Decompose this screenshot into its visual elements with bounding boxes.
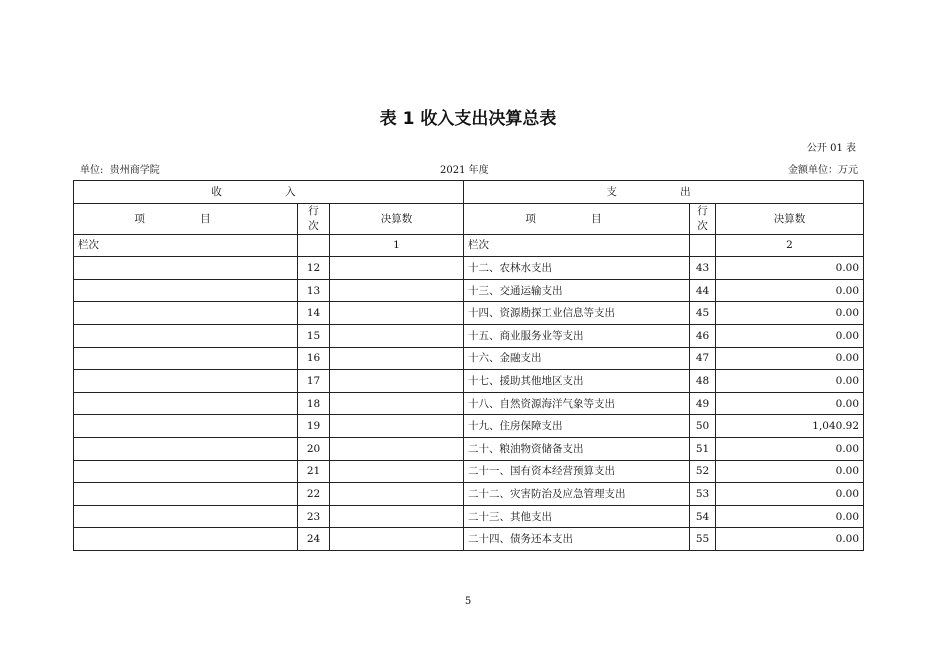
income-line-cell: 14 bbox=[298, 302, 330, 325]
expense-item-cell: 二十一、国有资本经营预算支出 bbox=[464, 460, 690, 483]
income-item-cell bbox=[74, 324, 298, 347]
income-line-cell: 17 bbox=[298, 370, 330, 393]
expense-line-cell: 53 bbox=[690, 483, 716, 506]
section-header-row bbox=[74, 181, 864, 204]
income-item-cell bbox=[74, 302, 298, 325]
col-item-expense: 项 目 bbox=[464, 203, 690, 234]
expense-header: 支 出 bbox=[464, 181, 864, 204]
expense-item-cell: 十九、住房保障支出 bbox=[464, 415, 690, 438]
expense-item-cell: 十三、交通运输支出 bbox=[464, 279, 690, 302]
table-row bbox=[74, 302, 864, 325]
column-header-row bbox=[74, 203, 864, 234]
index-label-income: 栏次 bbox=[74, 234, 298, 257]
table-row bbox=[74, 370, 864, 393]
income-line-cell: 19 bbox=[298, 415, 330, 438]
income-item-cell bbox=[74, 415, 298, 438]
expense-line-cell: 50 bbox=[690, 415, 716, 438]
income-expense-table bbox=[73, 180, 864, 551]
income-line-cell: 21 bbox=[298, 460, 330, 483]
unit-label: 单位: bbox=[80, 165, 104, 176]
income-item-cell bbox=[74, 437, 298, 460]
income-amount-cell bbox=[330, 347, 464, 370]
income-amount-cell bbox=[330, 302, 464, 325]
income-amount-cell bbox=[330, 528, 464, 551]
expense-item-cell: 十四、资源勘探工业信息等支出 bbox=[464, 302, 690, 325]
expense-amount-cell: 0.00 bbox=[716, 392, 864, 415]
table-row bbox=[74, 347, 864, 370]
expense-item-cell: 十二、农林水支出 bbox=[464, 257, 690, 280]
income-item-cell bbox=[74, 483, 298, 506]
expense-item-cell: 二十、粮油物资储备支出 bbox=[464, 437, 690, 460]
table-row bbox=[74, 528, 864, 551]
page-number: 5 bbox=[464, 596, 472, 607]
expense-line-cell: 55 bbox=[690, 528, 716, 551]
col-amount-expense: 决算数 bbox=[716, 203, 864, 234]
expense-amount-cell: 0.00 bbox=[716, 528, 864, 551]
expense-line-cell: 52 bbox=[690, 460, 716, 483]
form-code: 公开 01 表 bbox=[806, 143, 856, 154]
col-row-no-expense: 行 次 bbox=[690, 203, 716, 234]
table-row bbox=[74, 460, 864, 483]
expense-line-cell: 54 bbox=[690, 505, 716, 528]
income-amount-cell bbox=[330, 257, 464, 280]
income-amount-cell bbox=[330, 392, 464, 415]
table-row bbox=[74, 483, 864, 506]
income-item-cell bbox=[74, 392, 298, 415]
expense-amount-cell: 0.00 bbox=[716, 437, 864, 460]
expense-amount-cell: 0.00 bbox=[716, 302, 864, 325]
income-amount-cell bbox=[330, 279, 464, 302]
income-item-cell bbox=[74, 370, 298, 393]
expense-line-cell: 45 bbox=[690, 302, 716, 325]
fiscal-year: 2021 年度 bbox=[440, 165, 489, 176]
index-col-expense: 2 bbox=[716, 234, 864, 257]
expense-amount-cell: 0.00 bbox=[716, 347, 864, 370]
table-row bbox=[74, 257, 864, 280]
income-line-cell: 18 bbox=[298, 392, 330, 415]
expense-amount-cell: 0.00 bbox=[716, 505, 864, 528]
table-row bbox=[74, 324, 864, 347]
income-amount-cell bbox=[330, 460, 464, 483]
expense-line-cell: 49 bbox=[690, 392, 716, 415]
expense-item-cell: 十七、援助其他地区支出 bbox=[464, 370, 690, 393]
expense-line-cell: 47 bbox=[690, 347, 716, 370]
table-row bbox=[74, 279, 864, 302]
expense-item-cell: 十五、商业服务业等支出 bbox=[464, 324, 690, 347]
income-amount-cell bbox=[330, 437, 464, 460]
index-label-expense: 栏次 bbox=[464, 234, 690, 257]
meta-line bbox=[80, 161, 858, 175]
page-title: 表 1 收入支出决算总表 bbox=[379, 109, 557, 129]
col-amount-income: 决算数 bbox=[330, 203, 464, 234]
income-header: 收 入 bbox=[74, 181, 464, 204]
income-amount-cell bbox=[330, 370, 464, 393]
income-line-cell: 13 bbox=[298, 279, 330, 302]
expense-amount-cell: 0.00 bbox=[716, 324, 864, 347]
income-item-cell bbox=[74, 279, 298, 302]
income-item-cell bbox=[74, 347, 298, 370]
expense-amount-cell: 0.00 bbox=[716, 483, 864, 506]
income-line-cell: 24 bbox=[298, 528, 330, 551]
col-row-no-income: 行 次 bbox=[298, 203, 330, 234]
index-row bbox=[74, 234, 864, 257]
income-amount-cell bbox=[330, 505, 464, 528]
income-line-cell: 20 bbox=[298, 437, 330, 460]
expense-item-cell: 十六、金融支出 bbox=[464, 347, 690, 370]
expense-line-cell: 43 bbox=[690, 257, 716, 280]
expense-line-cell: 48 bbox=[690, 370, 716, 393]
income-amount-cell bbox=[330, 415, 464, 438]
expense-item-cell: 二十三、其他支出 bbox=[464, 505, 690, 528]
table-row bbox=[74, 392, 864, 415]
expense-item-cell: 二十四、债务还本支出 bbox=[464, 528, 690, 551]
col-item-income: 项 目 bbox=[74, 203, 298, 234]
table-row bbox=[74, 415, 864, 438]
table-row bbox=[74, 505, 864, 528]
expense-line-cell: 46 bbox=[690, 324, 716, 347]
expense-amount-cell: 0.00 bbox=[716, 460, 864, 483]
income-item-cell bbox=[74, 257, 298, 280]
income-item-cell bbox=[74, 460, 298, 483]
index-col-income: 1 bbox=[330, 234, 464, 257]
income-line-cell: 16 bbox=[298, 347, 330, 370]
income-amount-cell bbox=[330, 483, 464, 506]
expense-item-cell: 十八、自然资源海洋气象等支出 bbox=[464, 392, 690, 415]
table-row bbox=[74, 437, 864, 460]
income-line-cell: 22 bbox=[298, 483, 330, 506]
income-line-cell: 15 bbox=[298, 324, 330, 347]
unit-info bbox=[80, 161, 160, 176]
income-item-cell bbox=[74, 528, 298, 551]
income-item-cell bbox=[74, 505, 298, 528]
expense-amount-cell: 0.00 bbox=[716, 279, 864, 302]
expense-amount-cell: 1,040.92 bbox=[716, 415, 864, 438]
expense-line-cell: 44 bbox=[690, 279, 716, 302]
expense-amount-cell: 0.00 bbox=[716, 370, 864, 393]
income-amount-cell bbox=[330, 324, 464, 347]
unit-name: 贵州商学院 bbox=[109, 165, 160, 176]
income-line-cell: 12 bbox=[298, 257, 330, 280]
expense-item-cell: 二十二、灾害防治及应急管理支出 bbox=[464, 483, 690, 506]
amount-unit: 金额单位：万元 bbox=[788, 165, 858, 176]
income-line-cell: 23 bbox=[298, 505, 330, 528]
expense-line-cell: 51 bbox=[690, 437, 716, 460]
expense-amount-cell: 0.00 bbox=[716, 257, 864, 280]
